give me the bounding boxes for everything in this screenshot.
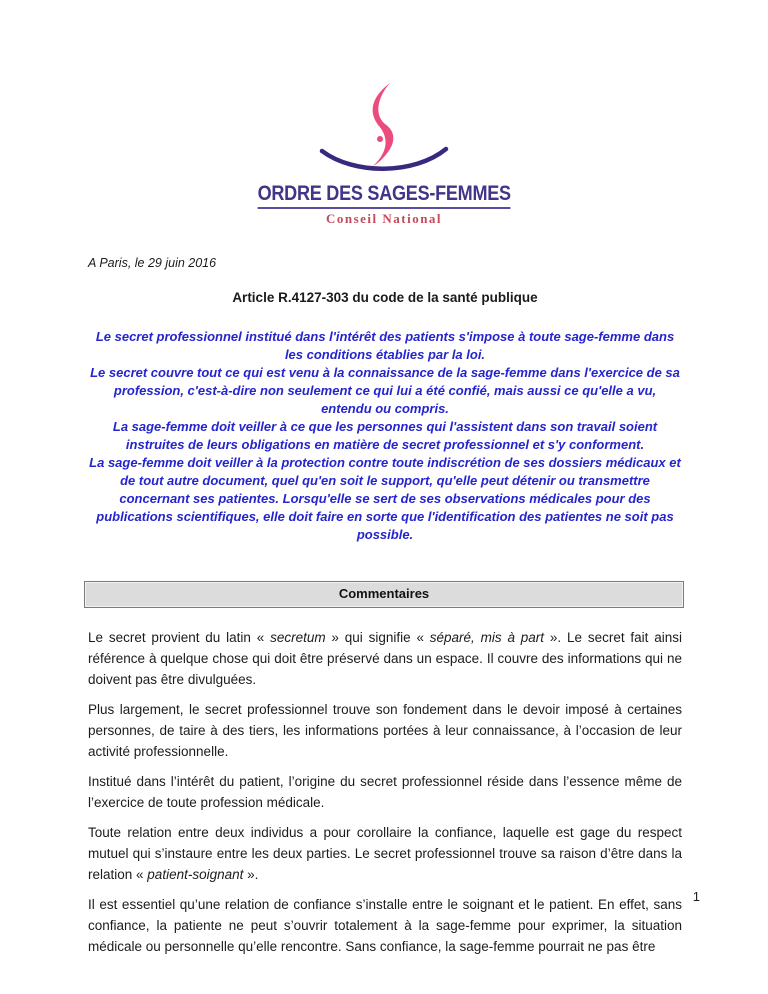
article-line: Le secret couvre tout ce qui est venu à la connaissance de la sage-femme dans l'exercice de sa profession, c'est-à-dire non seulement ce qui lui a été confié, mais aussi ce qu'elle a vu, entendu ou compris. bbox=[90, 365, 680, 416]
paragraph: Institué dans l’intérêt du patient, l’origine du secret professionnel réside dans l’essence même de l’exercice de toute profession médicale. bbox=[88, 774, 682, 810]
logo-mark-icon bbox=[319, 82, 449, 177]
article-line: Le secret professionnel institué dans l'intérêt des patients s'impose à toute sage-femme dans les conditions établies par la loi. bbox=[95, 329, 675, 362]
paragraph: Toute relation entre deux individus a pour corollaire la confiance, laquelle est gage du respect mutuel qui s’instaure entre les deux parties. Le secret professionnel trouve sa raison d’être dans la relation « patient-soignant ». bbox=[88, 825, 682, 882]
logo-dot-icon bbox=[377, 136, 383, 142]
paragraph: Il est essentiel qu’une relation de confiance s’installe entre le soignant et le patient. En effet, sans confiance, la patiente ne peut s’ouvrir totalement à la sage-femme pour exprimer, la situation médicale ou personnelle qu’elle rencontre. Sans confiance, la sage-femme pourrait ne pas être bbox=[88, 897, 682, 954]
article-line: La sage-femme doit veiller à ce que les personnes qui l'assistent dans son travail soient instruites de leurs obligations en matière de secret professionnel et s'y conforment. bbox=[112, 419, 658, 452]
paragraph: Plus largement, le secret professionnel trouve son fondement dans le devoir imposé à certaines personnes, de taire à des tiers, les informations portées à leur connaissance, à l’occasion de leur activité professionnelle. bbox=[88, 702, 682, 759]
commentaires-body bbox=[88, 627, 682, 957]
document-content bbox=[88, 256, 682, 966]
commentaires-heading-box bbox=[84, 581, 684, 608]
logo-org-name: ORDRE DES SAGES-FEMMES bbox=[257, 183, 510, 209]
article-text bbox=[88, 328, 682, 544]
paragraph: Le secret provient du latin « secretum » qui signifie « séparé, mis à part ». Le secret fait ainsi référence à quelque chose qui doit être préservé dans un espace. Il couvre des informations qui ne doivent pas être divulguées. bbox=[88, 630, 683, 687]
page-number: 1 bbox=[692, 889, 700, 904]
logo-s-icon bbox=[373, 83, 394, 166]
article-title: Article R.4127-303 du code de la santé publique bbox=[232, 290, 538, 305]
logo bbox=[0, 82, 768, 225]
article-line: La sage-femme doit veiller à la protection contre toute indiscrétion de ses dossiers médicaux et de tout autre document, quel qu'en soit le support, qu'elle peut détenir ou transmettre concernant ses patientes. Lorsqu'elle se sert de ses observations médicales pour des publications scientifiques, elle doit faire en sorte que l'identification des patientes ne soit pas possible. bbox=[89, 455, 681, 542]
commentaires-heading: Commentaires bbox=[338, 586, 430, 601]
logo-subtitle: Conseil National bbox=[325, 211, 443, 226]
date-line: A Paris, le 29 juin 2016 bbox=[88, 256, 217, 270]
